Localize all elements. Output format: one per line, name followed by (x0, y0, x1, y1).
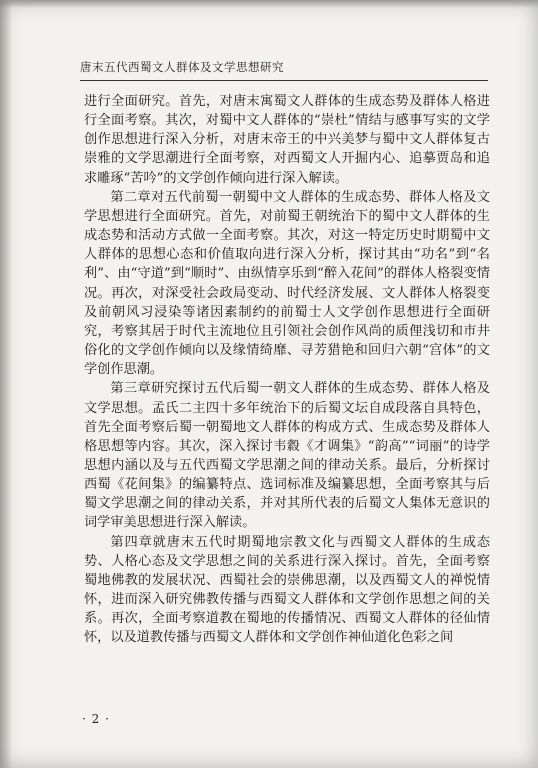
paragraph-chapter-two: 第二章对五代前蜀一朝蜀中文人群体的生成态势、群体人格及文学思想进行全面研究。首先，对前蜀王朝统治下的蜀中文人群体的生成态势和活动方式做一全面考察。其次，对这一特定历史时期蜀中文人群体的思想心态和价值取向进行深入分析，探讨其由“功名”到“名利”、由“守道”到“顺时”、由纵情享乐到“醉入花间”的群体人格裂变情况。再次，对深受社会政局变动、时代经济发展、文人群体人格裂变及前朝风习浸染等诸因素制约的前蜀士人文学创作思想进行全面研究，考察其居于时代主流地位且引领社会创作风尚的质俚浅切和市井俗化的文学创作倾向以及缘情绮靡、寻芳猎艳和回归六朝“宫体”的文学创作思潮。 (84, 189, 490, 378)
running-header: 唐末五代西蜀文人群体及文学思想研究 (80, 60, 284, 74)
paragraph-chapter-four: 第四章就唐末五代时期蜀地宗教文化与西蜀文人群体的生成态势、人格心态及文学思想之间的关系进行深入探讨。首先，全面考察蜀地佛教的发展状况、西蜀社会的崇佛思潮，以及西蜀文人的禅悦情怀，进而深入研究佛教传播与西蜀文人群体和文学创作思想之间的关系。再次，全面考察道教在蜀地的传播情况、西蜀文人群体的径仙情怀，以及道教传播与西蜀文人群体和文学创作神仙道化色彩之间 (84, 534, 490, 646)
paragraph-continuation: 进行全面研究。首先，对唐末寓蜀文人群体的生成态势及群体人格进行全面考察。其次，对蜀中文人群体的“崇杜”情结与感事写实的文学创作思想进行深入分析，对唐末帝王的中兴美梦与蜀中文人群体复古崇雅的文学思潮进行全面考察，对西蜀文人开掘内心、追摹贾岛和追求雕琢“苦吟”的文学创作倾向进行深入解读。 (84, 94, 490, 186)
body-text (84, 92, 490, 648)
paragraph-chapter-three: 第三章研究探讨五代后蜀一朝文人群体的生成态势、群体人格及文学思想。孟氏二主四十多年统治下的后蜀文坛自成段落自具特色，首先全面考察后蜀一朝蜀地文人群体的构成方式、生成态势及群体人格思想等内容。其次，深入探讨韦縠《才调集》“韵高”“词丽”的诗学思想内涵以及与五代西蜀文学思潮之间的律动关系。最后，分析探讨西蜀《花间集》的编纂特点、选词标准及编纂思想，全面考察其与后蜀文学思潮之间的律动关系，并对其所代表的后蜀文人集体无意识的词学审美思想进行深入解读。 (84, 381, 490, 531)
scan-shadow-left (0, 0, 12, 768)
page-number: · 2 · (82, 712, 110, 726)
header-rule (80, 80, 488, 81)
scan-shadow-top (0, 0, 538, 8)
